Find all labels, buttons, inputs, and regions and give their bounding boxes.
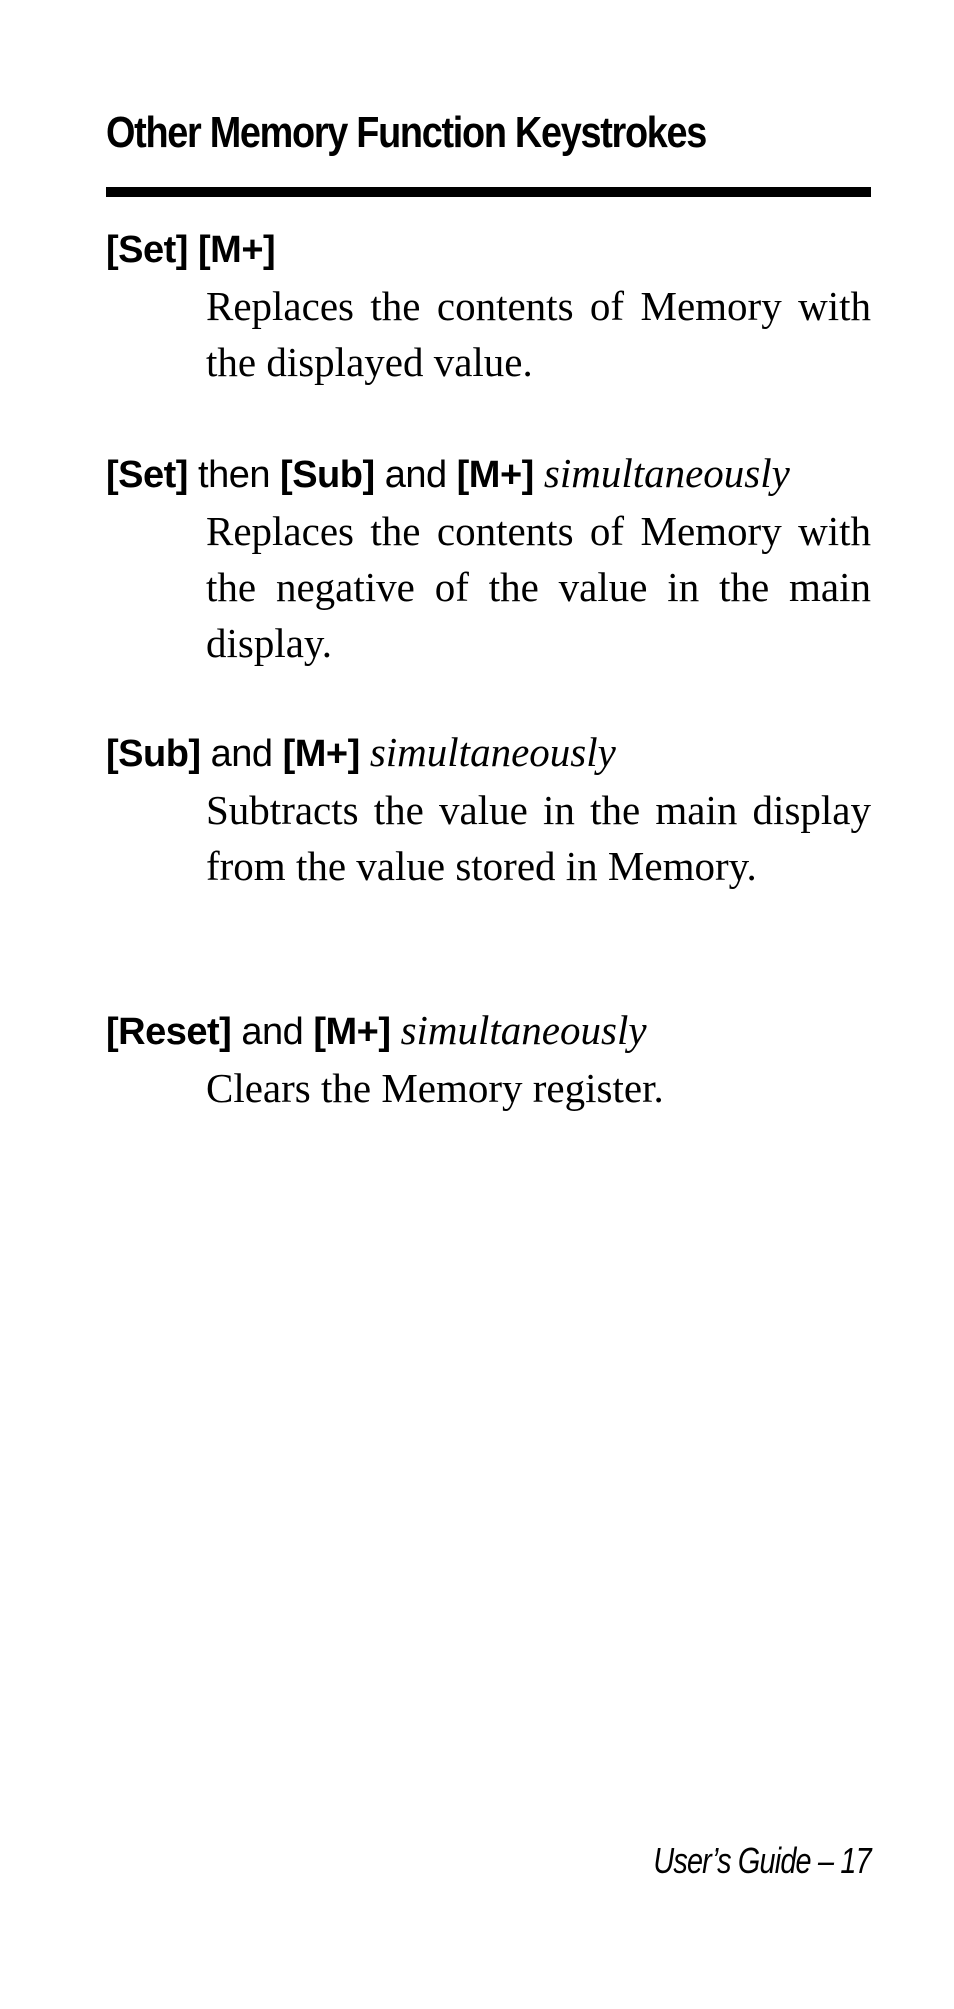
keystroke-description: Replaces the contents of Memory with the displayed value. bbox=[206, 283, 871, 385]
key-mplus: [M+] bbox=[198, 229, 276, 271]
connector-and: and bbox=[210, 733, 273, 775]
manual-page bbox=[106, 0, 871, 2009]
key-set: [Set] bbox=[106, 454, 188, 496]
keystroke-description: Subtracts the value in the main display from the value stored in Memory. bbox=[206, 787, 871, 889]
page-footer: User’s Guide – 17 bbox=[653, 1840, 871, 1881]
keystroke-entry-reset-mplus bbox=[106, 1002, 871, 1116]
keystroke-entry-set-sub-mplus bbox=[106, 445, 871, 671]
simultaneously-label: simultaneously bbox=[543, 450, 790, 496]
simultaneously-label: simultaneously bbox=[369, 729, 616, 775]
key-sub: [Sub] bbox=[280, 454, 375, 496]
key-reset: [Reset] bbox=[106, 1011, 232, 1053]
key-mplus: [M+] bbox=[282, 733, 360, 775]
keystroke-description: Replaces the contents of Memory with the negative of the value in the main display. bbox=[206, 508, 871, 666]
simultaneously-label: simultaneously bbox=[400, 1007, 647, 1053]
heading-rule bbox=[106, 187, 871, 197]
connector-then: then bbox=[198, 454, 270, 496]
keystroke-line bbox=[106, 445, 871, 503]
key-mplus: [M+] bbox=[313, 1011, 391, 1053]
keystroke-entry-set-mplus bbox=[106, 222, 871, 390]
key-sub: [Sub] bbox=[106, 733, 201, 775]
key-mplus: [M+] bbox=[456, 454, 534, 496]
key-set: [Set] bbox=[106, 229, 188, 271]
keystroke-description: Clears the Memory register. bbox=[206, 1065, 664, 1111]
connector-and: and bbox=[241, 1011, 304, 1053]
keystroke-line bbox=[106, 724, 871, 782]
keystroke-entry-sub-mplus bbox=[106, 724, 871, 894]
keystroke-line bbox=[106, 222, 871, 278]
keystroke-line bbox=[106, 1002, 871, 1060]
section-heading: Other Memory Function Keystrokes bbox=[106, 108, 707, 157]
connector-and: and bbox=[384, 454, 447, 496]
